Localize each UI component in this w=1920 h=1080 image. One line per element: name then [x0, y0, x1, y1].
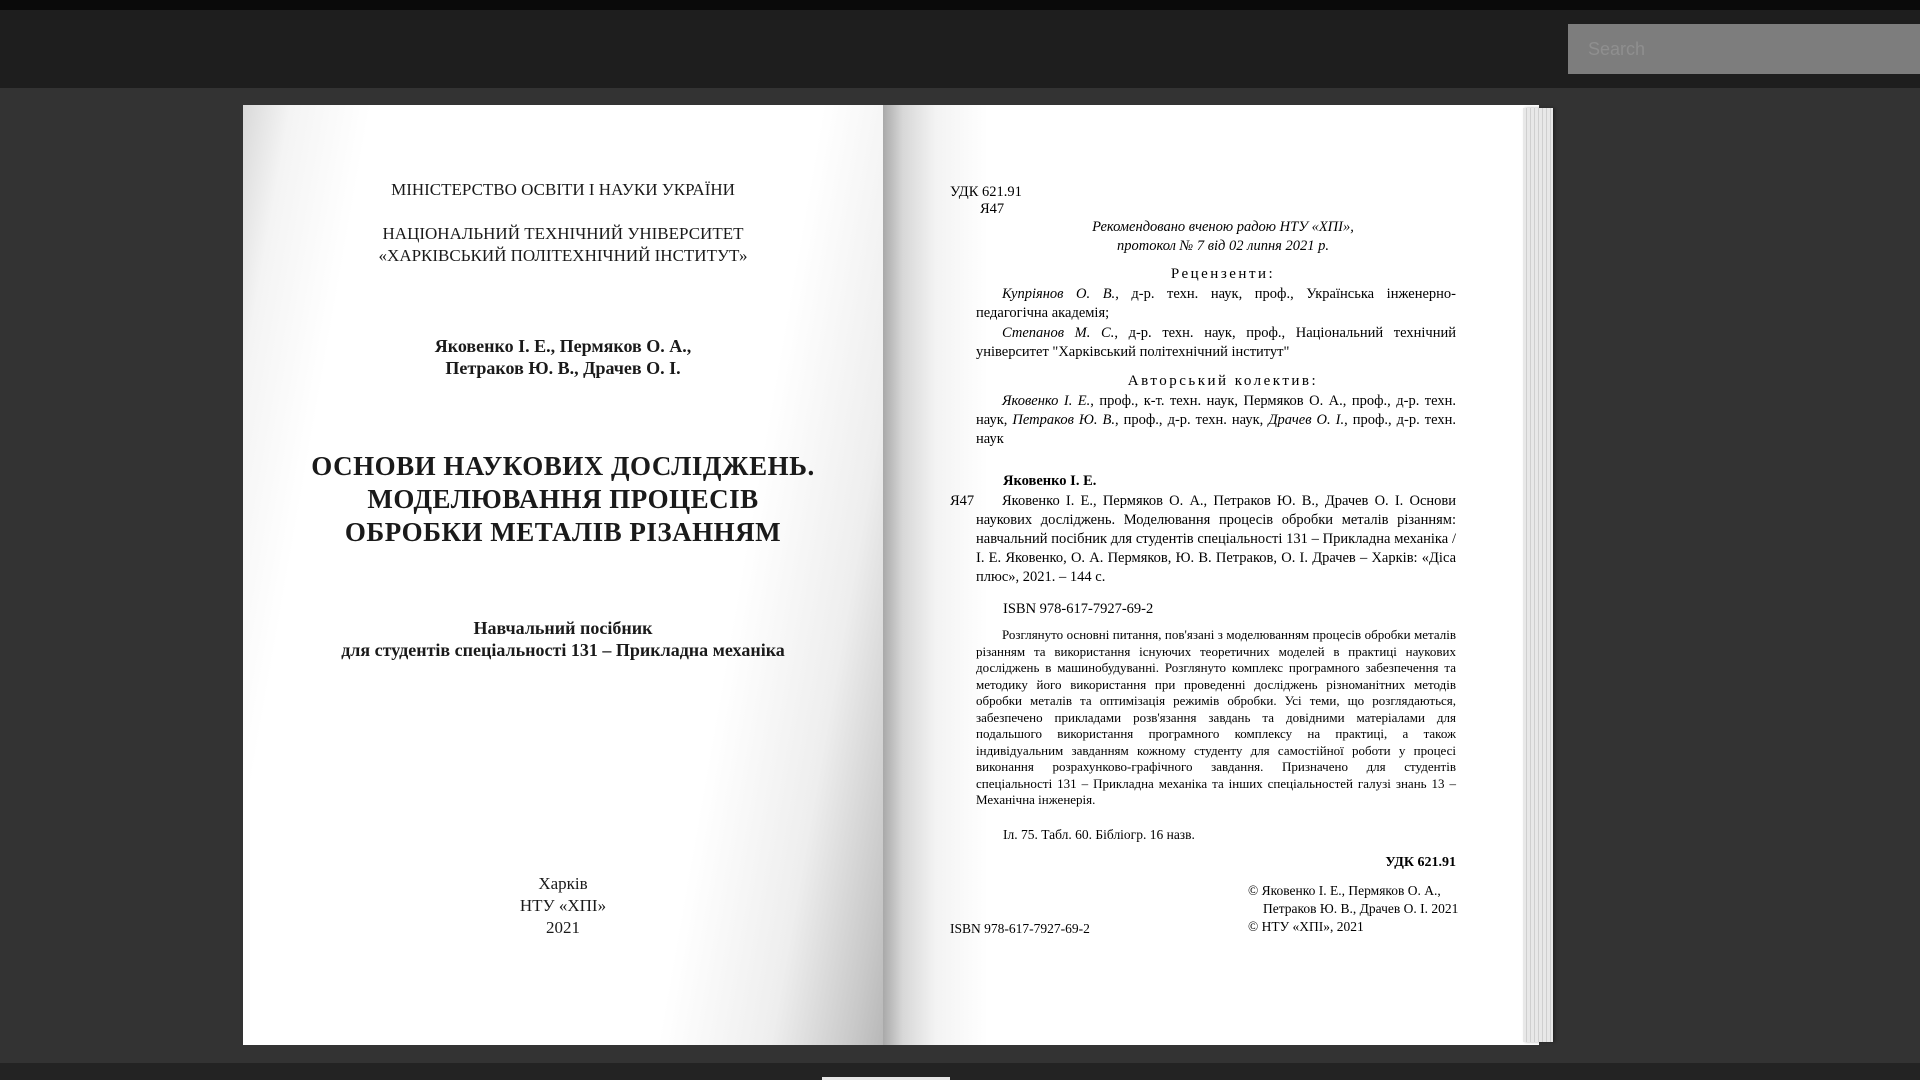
- author-3-name: Драчев О. І.: [1268, 412, 1345, 428]
- recommendation-note: [963, 218, 1483, 256]
- reviewer-2: [976, 324, 1456, 362]
- authors-collective: [976, 392, 1456, 449]
- reviewer-1-name: Купріянов О. В.: [1002, 286, 1116, 302]
- authors-line-1: Яковенко І. Е., Пермяков О. А.,: [434, 336, 692, 356]
- isbn: ISBN 978-617-7927-69-2: [1003, 601, 1154, 617]
- author-2-text: , проф., д-р. техн. наук,: [1115, 412, 1269, 428]
- reviewer-1: [976, 285, 1456, 323]
- author-sign-code: Я47: [980, 201, 1005, 217]
- viewer-toolbar: [0, 0, 1920, 88]
- imprint-publisher: НТУ «ХПІ»: [519, 896, 607, 915]
- isbn-bottom: ISBN 978-617-7927-69-2: [950, 921, 1090, 936]
- imprint-city: Харків: [538, 874, 588, 893]
- book-subtitle: [243, 617, 883, 661]
- ministry-heading: МІНІСТЕРСТВО ОСВІТИ І НАУКИ УКРАЇНИ: [391, 180, 735, 199]
- university-heading: [243, 223, 883, 267]
- bibliographic-record: Яковенко І. Е., Пермяков О. А., Петраков Ю. В., Драчев О. І. Основи наукових досліджень. Моделювання процесів обробки металів різанням: навчальний посібник для студентів спеціальності 131 – Прикладна механіка / І. Е. Яковенко, О. А. Пермяков, Ю. В. Петраков, О. І. Драчев – Харків: «Діса плюс», 2021. – 144 с.: [976, 493, 1456, 585]
- bib-code: Я47: [950, 493, 975, 509]
- reviewer-2-text: , д-р. техн. наук, проф., Національний технічний університет "Харківський політехнічний інститут": [976, 325, 1457, 360]
- illustrations-note: Іл. 75. Табл. 60. Бібліогр. 16 назв.: [1003, 827, 1195, 842]
- page-edges: [1523, 108, 1553, 1042]
- reviewer-2-name: Степанов М. С.: [1002, 325, 1115, 341]
- university-line-2: «ХАРКІВСЬКИЙ ПОЛІТЕХНІЧНИЙ ІНСТИТУТ»: [378, 246, 748, 265]
- copyright: [1248, 882, 1463, 936]
- subtitle-line-2: для студентів спеціальності 131 – Прикладна механіка: [341, 640, 785, 660]
- author-1-name: Яковенко І. Е.: [1002, 393, 1091, 409]
- authors-line-2: Петраков Ю. В., Драчев О. І.: [445, 358, 681, 378]
- recommendation-line-1: Рекомендовано вченою радою НТУ «ХПІ»,: [1092, 219, 1354, 235]
- imprint: [243, 873, 883, 939]
- book-authors: [243, 335, 883, 379]
- subtitle-line-1: Навчальний посібник: [473, 618, 653, 638]
- bottom-bar: [0, 1063, 1920, 1080]
- search-input[interactable]: [1568, 24, 1920, 74]
- title-line-3: ОБРОБКИ МЕТАЛІВ РІЗАННЯМ: [344, 517, 782, 547]
- book-spread: [243, 105, 1553, 1045]
- lead-author: Яковенко І. Е.: [1003, 473, 1097, 489]
- author-2-name: Петраков Ю. В.: [1012, 412, 1115, 428]
- book-title: [273, 450, 853, 549]
- udk-bold: УДК 621.91: [1385, 855, 1456, 870]
- window-top-strip: [0, 0, 1920, 10]
- title-line-2: МОДЕЛЮВАННЯ ПРОЦЕСІВ: [367, 484, 759, 514]
- abstract: Розглянуто основні питання, пов'язані з моделюванням процесів обробки металів різанням та використання існуючих теоретичних моделей в практиці наукових досліджень в машинобудуванні. Розглянуто комплекс програмного забезпечення та методику його використання при проведенні досліджень різноманітних методів обробки металів та оптимізація режимів обробки. Усі теми, що розглядаються, забезпечено прикладами розв'язання завдань та довідними матеріалами для подальшого використання програмного комплексу на практиці, а також індивідуальним завданням кожному студенту для самостійної роботи у процесі виконання розрахунково-графічного завдання. Призначено для студентів спеціальності 131 – Прикладна механіка та інших спеціальностей галузі знань 13 – Механічна інженерія.: [976, 627, 1456, 807]
- title-page: [243, 105, 883, 1045]
- university-line-1: НАЦІОНАЛЬНИЙ ТЕХНІЧНИЙ УНІВЕРСИТЕТ: [382, 224, 744, 243]
- recommendation-line-2: протокол № 7 від 02 липня 2021 р.: [1117, 238, 1329, 254]
- title-line-1: ОСНОВИ НАУКОВИХ ДОСЛІДЖЕНЬ.: [311, 451, 815, 481]
- copyright-line-2: Петраков Ю. В., Драчев О. І. 2021: [1263, 901, 1459, 916]
- udk-code: УДК 621.91: [950, 184, 1022, 200]
- imprint-year: 2021: [546, 918, 580, 937]
- author-3-text: , проф., д-р. техн. наук: [976, 412, 1457, 447]
- copyright-line-3: © НТУ «ХПІ», 2021: [1248, 919, 1364, 934]
- copyright-line-1: © Яковенко І. Е., Пермяков О. А.,: [1248, 883, 1441, 898]
- reviewer-1-text: , д-р. техн. наук, проф., Українська інженерно-педагогічна академія;: [976, 286, 1456, 321]
- author-1-text: , проф., к-т. техн. наук, Пермяков О. А., проф., д-р. техн. наук,: [976, 393, 1456, 428]
- authors-collective-heading: Авторський колектив:: [1127, 373, 1319, 389]
- reviewers-heading: Рецензенти:: [1170, 266, 1276, 282]
